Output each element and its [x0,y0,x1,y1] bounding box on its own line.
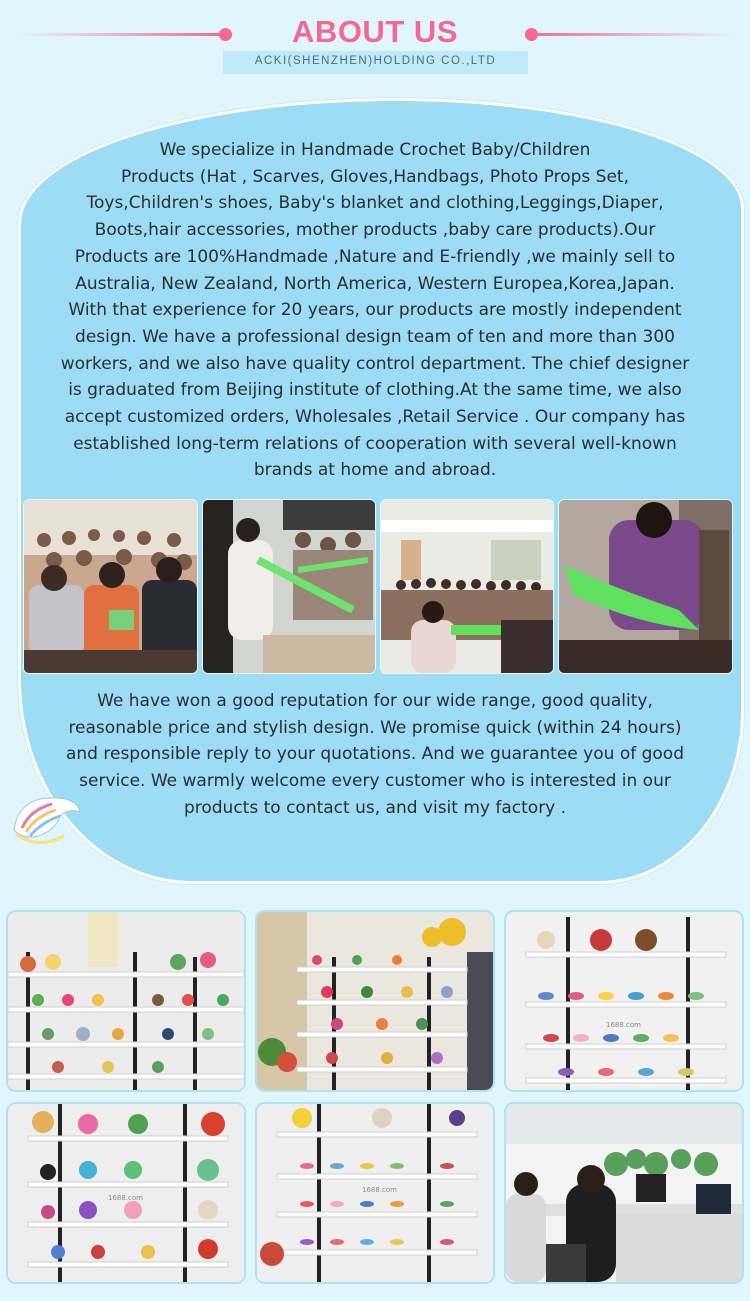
office-photo [504,1102,744,1284]
workshop-photo-3 [380,499,554,674]
watermark-label: 1688.com [108,1194,143,1202]
intro-line: Toys,Children's shoes, Baby's blanket and clothing,Leggings,Diaper, [86,193,664,214]
intro-paragraph [28,137,722,484]
workshop-photo-4 [558,499,733,674]
watermark-label: 1688.com [362,1186,397,1194]
intro-line: accept customized orders, Wholesales ,Retail Service . Our company has [64,407,686,428]
reputation-line: service. We warmly welcome every customer who is interested in our [79,771,671,792]
reputation-line: reasonable price and stylish design. We promise quick (within 24 hours) [68,717,682,738]
intro-line: is graduated from Beijing institute of clothing.At the same time, we also [68,380,682,401]
intro-line: established long-term relations of cooperation with several well-known [73,433,677,454]
reputation-line: We have won a good reputation for our wide range, good quality, [97,691,653,711]
workshop-photo-row [23,499,733,672]
workshop-photo-2 [202,499,376,674]
shelf-photo-4 [6,1102,246,1284]
reputation-line: products to contact us, and visit my factory . [183,797,567,818]
seashell-icon [8,790,86,852]
company-name-bar [223,51,528,74]
page-title: ABOUT US [292,14,458,49]
intro-line: brands at home and abroad. [253,460,497,481]
reputation-line: and responsible reply to your quotations. And we guarantee you of good [65,744,684,765]
intro-line: Products are 100%Handmade ,Nature and E-friendly ,we mainly sell to [74,246,676,267]
shelf-photo-5 [255,1102,495,1284]
intro-line: Products (Hat , Scarves, Gloves,Handbags, Photo Props Set, [121,166,629,187]
intro-line: Australia, New Zealand, North America, Western Europea,Korea,Japan. [75,273,675,294]
about-header [0,0,750,90]
watermark-label: 1688.com [606,1021,641,1029]
shelf-photo-3 [504,910,744,1092]
intro-line: Boots,hair accessories, mother products ,baby care products).Our [94,220,656,241]
intro-line: We specialize in Handmade Crochet Baby/Children [159,140,591,160]
reputation-paragraph [28,688,722,822]
workshop-photo-1 [23,499,198,674]
intro-line: With that experience for 20 years, our products are mostly independent [68,300,682,321]
intro-line: workers, and we also have quality control department. The chief designer [60,353,690,374]
shelf-photo-1 [6,910,246,1092]
intro-line: design. We have a professional design team of ten and more than 300 [75,326,675,347]
shelf-photo-2 [255,910,495,1092]
company-name: ACKI(SHENZHEN)HOLDING CO.,LTD [254,55,497,67]
